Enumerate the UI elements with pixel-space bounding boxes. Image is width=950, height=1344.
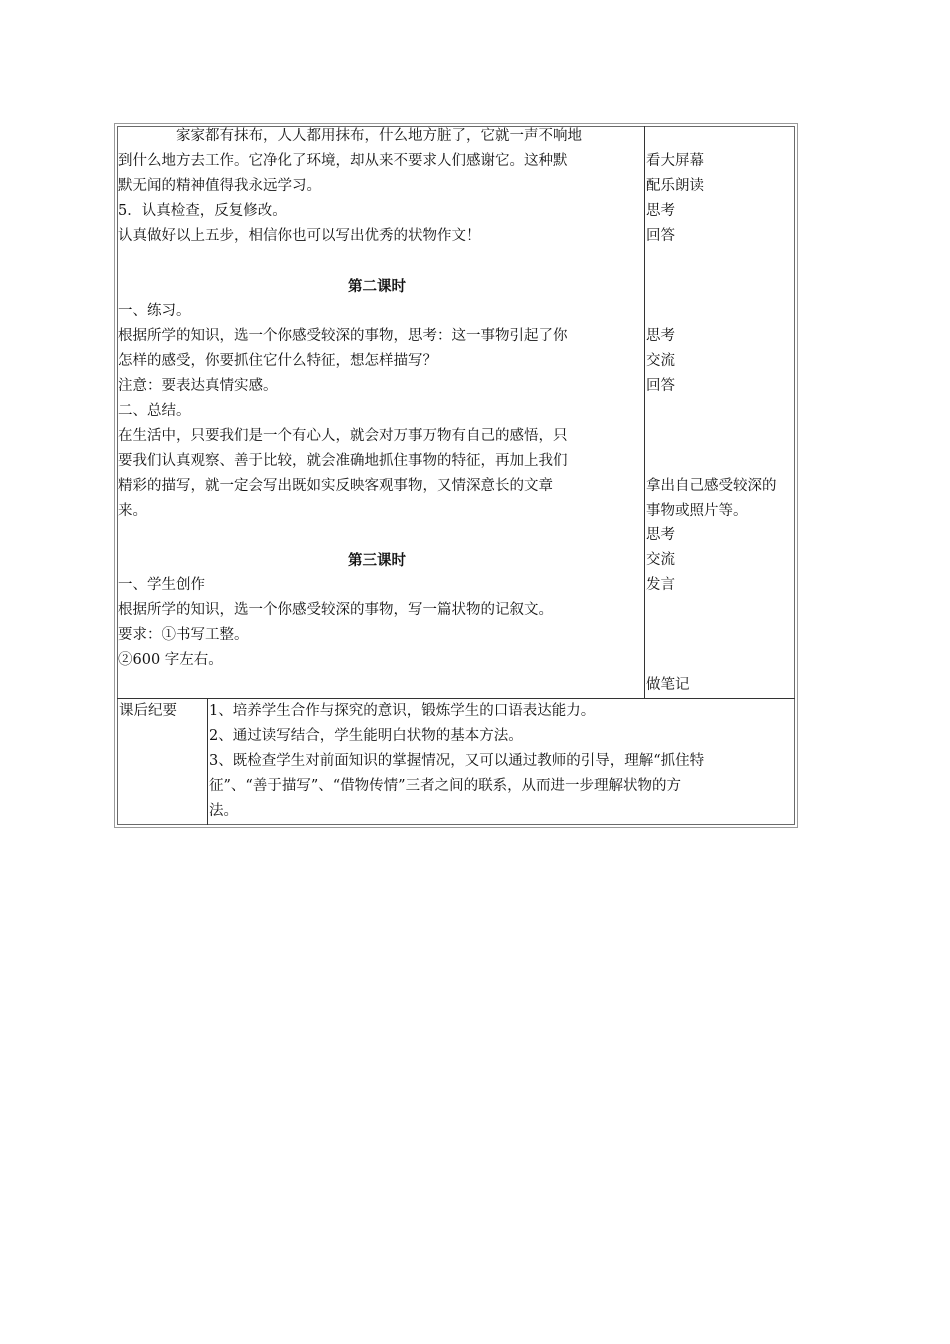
main-line-15: 来。: [118, 503, 147, 519]
side-line-7: 回答: [646, 378, 675, 394]
main-line-14: 精彩的描写，就一定会写出既如实反映客观事物，又情深意长的文章: [118, 478, 553, 494]
main-line-20: ②600 字左右。: [118, 652, 223, 668]
main-line-8: 根据所学的知识，选一个你感受较深的事物，思考：这一事物引起了你: [118, 328, 568, 344]
side-line-2: 配乐朗读: [646, 178, 704, 194]
main-line-17: 一、学生创作: [118, 577, 205, 593]
main-line-4: 5．认真检查，反复修改。: [118, 203, 287, 219]
main-line-3: 默无闻的精神值得我永远学习。: [118, 178, 321, 194]
side-line-8: 拿出自己感受较深的: [646, 478, 777, 494]
side-line-5: 思考: [646, 328, 675, 344]
main-line-13: 要我们认真观察、善于比较，就会准确地抓住事物的特征，再加上我们: [118, 453, 568, 469]
main-line-10: 注意：要表达真情实感。: [118, 378, 278, 394]
main-line-11: 二、总结。: [118, 403, 191, 419]
afterword-line-4: 征”、“善于描写”、“借物传情”三者之间的联系，从而进一步理解状物的方: [209, 778, 682, 794]
side-line-13: 做笔记: [646, 677, 690, 693]
side-line-3: 思考: [646, 203, 675, 219]
side-line-6: 交流: [646, 353, 675, 369]
main-line-1: 家家都有抹布，人人都用抹布，什么地方脏了，它就一声不响地: [176, 128, 582, 144]
main-line-7: 一、练习。: [118, 303, 191, 319]
afterword-line-1: 1、培养学生合作与探究的意识，锻炼学生的口语表达能力。: [209, 703, 596, 719]
afterword-line-2: 2、通过读写结合，学生能明白状物的基本方法。: [209, 728, 523, 744]
afterword-line-3: 3、既检查学生对前面知识的掌握情况，又可以通过教师的引导，理解“抓住特: [209, 753, 705, 769]
column-divider-afterword: [207, 698, 208, 825]
main-line-18: 根据所学的知识，选一个你感受较深的事物，写一篇状物的记叙文。: [118, 602, 553, 618]
section-title-second-lesson: 第二课时: [348, 278, 406, 295]
side-line-11: 交流: [646, 552, 675, 568]
afterword-line-5: 法。: [209, 803, 238, 819]
side-line-1: 看大屏幕: [646, 153, 704, 169]
main-line-2: 到什么地方去工作。它净化了环境，却从来不要求人们感谢它。这种默: [118, 153, 568, 169]
main-line-5: 认真做好以上五步，相信你也可以写出优秀的状物作文！: [118, 228, 481, 244]
side-line-9: 事物或照片等。: [646, 503, 748, 519]
side-line-12: 发言: [646, 577, 675, 593]
side-line-10: 思考: [646, 527, 675, 543]
afterword-label: 课后纪要: [119, 703, 177, 719]
section-title-third-lesson: 第三课时: [348, 552, 406, 569]
main-line-12: 在生活中，只要我们是一个有心人，就会对万事万物有自己的感悟，只: [118, 428, 568, 444]
side-line-4: 回答: [646, 228, 675, 244]
main-line-19: 要求：①书写工整。: [118, 627, 249, 643]
main-line-9: 怎样的感受，你要抓住它什么特征，想怎样描写？: [118, 353, 437, 369]
column-divider-side: [644, 126, 645, 699]
